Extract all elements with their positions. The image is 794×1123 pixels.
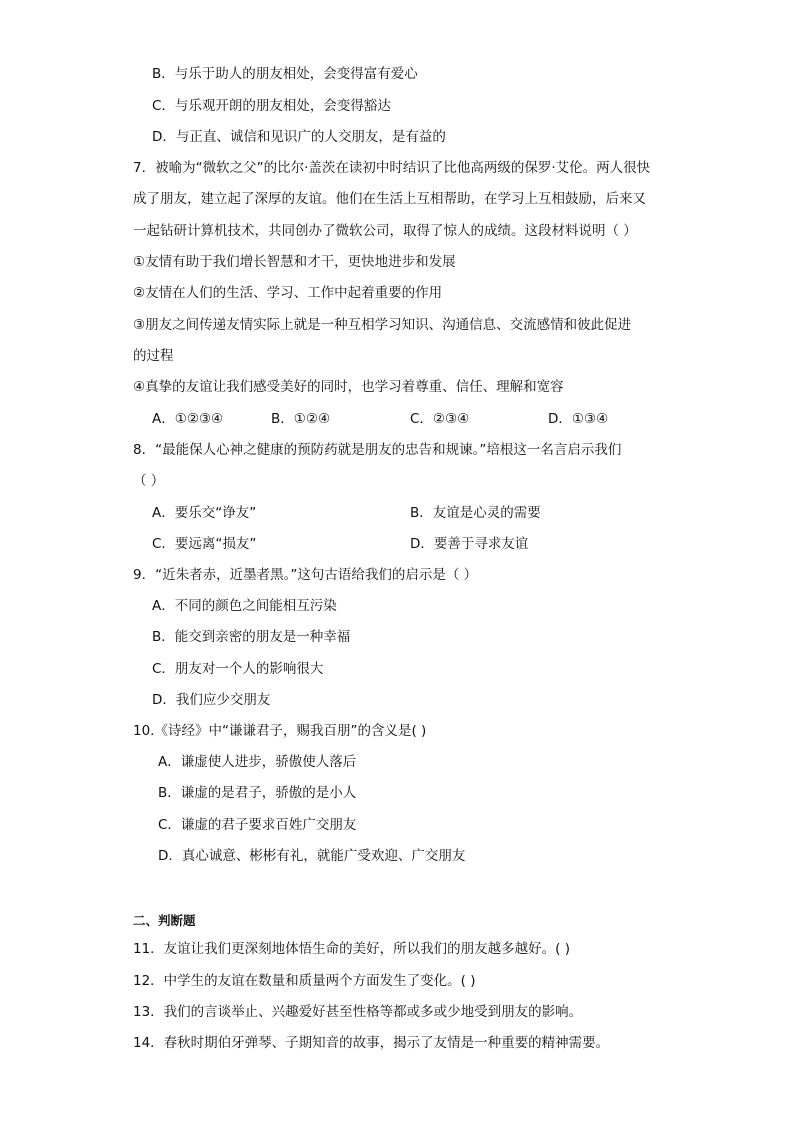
q7-option-a: A．①②③④ bbox=[152, 411, 224, 427]
q7-item-3-line2: 的过程 bbox=[133, 348, 174, 364]
q10-option-b: B．谦虚的是君子，骄傲的是小人 bbox=[158, 785, 357, 801]
q13-stem: 13．我们的言谈举止、兴趣爱好甚至性格等都或多或少地受到朋友的影响。 bbox=[133, 1004, 583, 1020]
prev-option-b: B．与乐于助人的朋友相处，会变得富有爱心 bbox=[152, 66, 418, 82]
q7-option-b: B．①②④ bbox=[271, 411, 331, 427]
q8-option-b: B．友谊是心灵的需要 bbox=[410, 505, 541, 521]
q8-stem-line1: 8．“最能保人心神之健康的预防药就是朋友的忠告和规谏。”培根这一名言启示我们 bbox=[133, 442, 622, 458]
q9-option-a: A．不同的颜色之间能相互污染 bbox=[152, 598, 337, 614]
q10-option-a: A．谦虚使人进步，骄傲使人落后 bbox=[158, 754, 357, 770]
prev-option-c: C．与乐观开朗的朋友相处，会变得豁达 bbox=[152, 98, 391, 114]
section-title-true-false: 二、判断题 bbox=[133, 913, 196, 928]
q7-stem-line2: 成了朋友，建立起了深厚的友谊。他们在生活上互相帮助，在学习上互相鼓励，后来又 bbox=[133, 191, 646, 207]
q10-option-c: C．谦虚的君子要求百姓广交朋友 bbox=[158, 817, 357, 833]
q9-option-d: D．我们应少交朋友 bbox=[152, 692, 271, 708]
q9-option-c: C．朋友对一个人的影响很大 bbox=[152, 661, 324, 677]
q9-stem: 9．“近朱者赤，近墨者黑。”这句古语给我们的启示是（ ） bbox=[133, 567, 478, 583]
q8-option-a: A．要乐交“诤友” bbox=[152, 505, 257, 521]
q7-item-1: ①友情有助于我们增长智慧和才干，更快地进步和发展 bbox=[133, 254, 456, 270]
q7-stem-line3: 一起钻研计算机技术，共同创办了微软公司，取得了惊人的成绩。这段材料说明（ ） bbox=[133, 223, 637, 239]
q7-option-c: C．②③④ bbox=[410, 411, 470, 427]
q8-stem-line2: （ ） bbox=[133, 473, 165, 489]
q8-option-c: C．要远离“损友” bbox=[152, 536, 257, 552]
q7-item-2: ②友情在人们的生活、学习、工作中起着重要的作用 bbox=[133, 285, 443, 301]
q8-option-d: D．要善于寻求友谊 bbox=[410, 536, 529, 552]
q14-stem: 14．春秋时期伯牙弹琴、子期知音的故事，揭示了友情是一种重要的精神需要。 bbox=[133, 1035, 610, 1051]
q7-option-d: D．①③④ bbox=[548, 411, 609, 427]
q7-stem-line1: 7．被喻为“微软之父”的比尔·盖茨在读初中时结识了比他高两级的保罗·艾伦。两人很快 bbox=[133, 160, 651, 176]
q7-item-4: ④真挚的友谊让我们感受美好的同时，也学习着尊重、信任、理解和宽容 bbox=[133, 379, 564, 395]
q9-option-b: B．能交到亲密的朋友是一种幸福 bbox=[152, 629, 351, 645]
q12-stem: 12．中学生的友谊在数量和质量两个方面发生了变化。( ) bbox=[133, 973, 476, 989]
q10-option-d: D．真心诚意、彬彬有礼，就能广受欢迎、广交朋友 bbox=[158, 848, 466, 864]
q10-stem: 10.《诗经》中“谦谦君子，赐我百朋”的含义是( ) bbox=[133, 723, 427, 739]
q11-stem: 11．友谊让我们更深刻地体悟生命的美好，所以我们的朋友越多越好。( ) bbox=[133, 941, 571, 957]
prev-option-d: D．与正直、诚信和见识广的人交朋友，是有益的 bbox=[152, 129, 446, 145]
q7-item-3-line1: ③朋友之间传递友情实际上就是一种互相学习知识、沟通信息、交流感情和彼此促进 bbox=[133, 317, 632, 333]
